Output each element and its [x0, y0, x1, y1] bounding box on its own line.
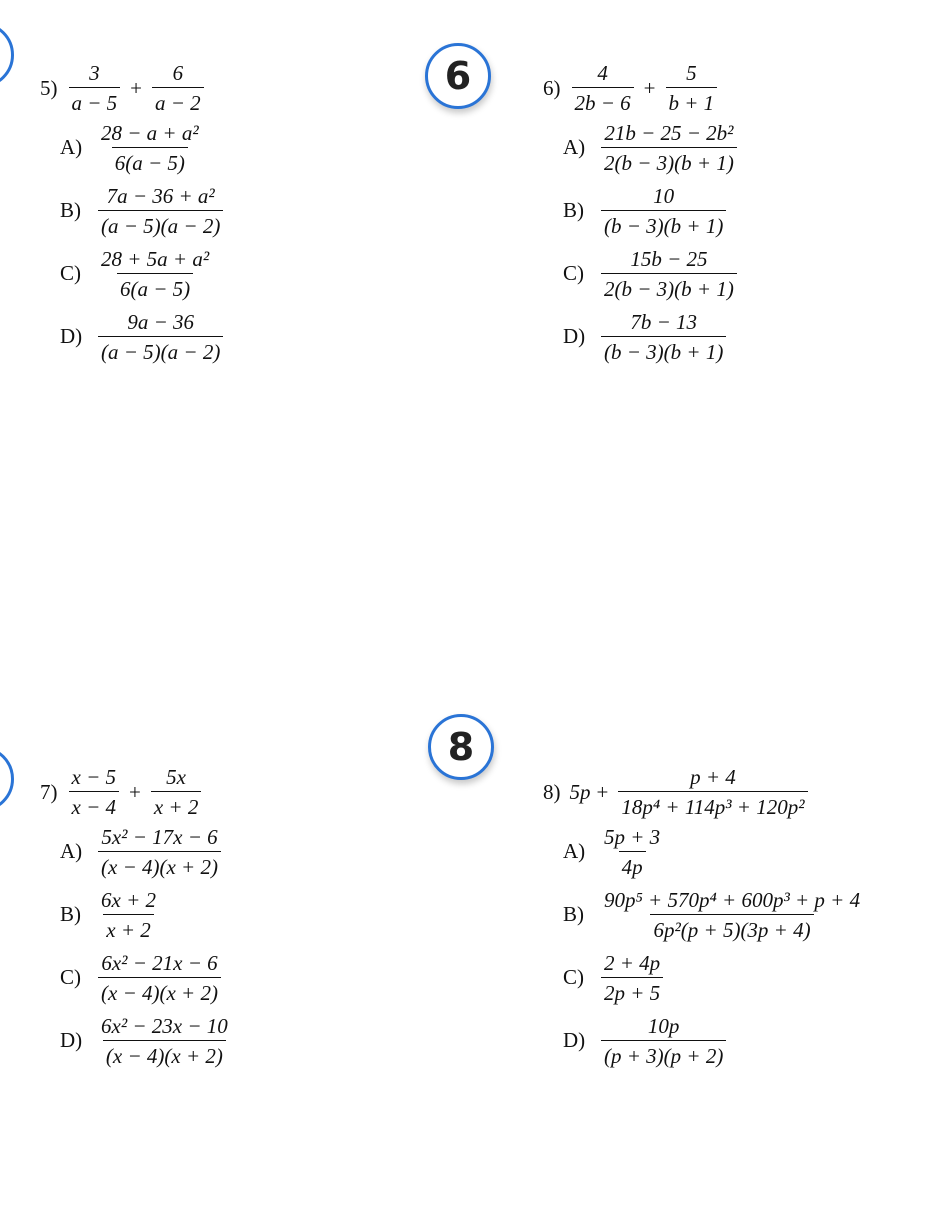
problem-7-expression — [40, 764, 233, 820]
answer-choices — [60, 116, 225, 368]
problem-6 — [543, 60, 739, 368]
term-2: $\frac{p + 4}{\text{18p⁴ + 114p³ + 120p²}}$ — [618, 764, 807, 820]
answer-choices — [563, 116, 739, 368]
problem-number: 5) — [40, 75, 58, 100]
plus-sign: + — [129, 779, 141, 804]
choice-d[interactable]: D) $\frac{\text{6x² − 23x − 10}}{(x - 4)(x + 2)}$ — [60, 1013, 228, 1068]
term-1: $\frac{4}{2b - 6}$ — [572, 60, 634, 116]
problem-5 — [40, 60, 225, 368]
choice-a[interactable]: A) $\frac{\text{28 − a + a²}}{6(a - 5)}$ — [60, 120, 199, 175]
choice-c[interactable]: C) $\frac{2 + 4p}{2p + 5}$ — [563, 946, 865, 1009]
choice-b[interactable]: B) $\frac{6x + 2}{x + 2}$ — [60, 887, 156, 942]
term-2: $\frac{6}{a - 2}$ — [152, 60, 204, 116]
term-2: $\frac{5x}{x + 2}$ — [151, 764, 202, 820]
answer-choices — [563, 820, 865, 1072]
choice-d[interactable]: D) $\frac{7b - 13}{(b - 3)(b + 1)}$ — [563, 305, 739, 368]
badge-6: 6 — [425, 43, 491, 109]
problem-7 — [40, 764, 233, 1072]
term-1: $\frac{3}{a - 5}$ — [69, 60, 121, 116]
choice-c[interactable]: C) $\frac{15b - 25}{2(b - 3)(b + 1)}$ — [563, 242, 739, 305]
plus-sign: + — [643, 75, 656, 100]
problem-number: 6) — [543, 75, 561, 100]
choice-a[interactable]: A) $\frac{\text{5x² − 17x − 6}}{(x - 4)(x + 2)}$ — [60, 820, 233, 883]
choice-a[interactable]: A) $\frac{5p + 3}{4p}$ — [563, 824, 661, 879]
choice-d[interactable]: D) $\frac{10p}{(p + 3)(p + 2)}$ — [563, 1009, 865, 1072]
choice-d[interactable]: D) $\frac{9a - 36}{(a - 5)(a - 2)}$ — [60, 305, 225, 368]
lead-term: 5p — [569, 779, 591, 804]
problem-6-expression — [543, 60, 739, 116]
choice-b[interactable]: B) $\frac{\text{7a − 36 + a²}}{(a - 5)(a - 2)}$ — [60, 179, 225, 242]
problem-number: 7) — [40, 779, 58, 804]
badge-5-partial — [0, 22, 14, 88]
choice-c[interactable]: C) $\frac{\text{28 + 5a + a²}}{6(a - 5)}$ — [60, 246, 210, 301]
plus-sign: + — [596, 779, 609, 804]
choice-a[interactable]: A) $\frac{\text{21b − 25 − 2b²}}{2(b - 3)(b + 1)}$ — [563, 116, 739, 179]
answer-choices — [60, 820, 233, 1072]
problem-5-expression — [40, 60, 225, 116]
term-1: $\frac{x - 5}{x - 4}$ — [69, 764, 120, 820]
badge-7-partial — [0, 746, 14, 812]
problem-8-expression — [543, 764, 865, 820]
plus-sign: + — [130, 75, 143, 100]
term-2: $\frac{5}{b + 1}$ — [666, 60, 718, 116]
choice-c[interactable]: C) $\frac{\text{6x² − 21x − 6}}{(x - 4)(x + 2)}$ — [60, 946, 233, 1009]
choice-b[interactable]: B) $\frac{\text{90p⁵ + 570p⁴ + 600p³ + p + 4}}{\text{6p²(p + 5)(3p + 4)}}$ — [563, 887, 861, 942]
choice-b[interactable]: B) $\frac{10}{(b - 3)(b + 1)}$ — [563, 179, 739, 242]
badge-8: 8 — [428, 714, 494, 780]
problem-number: 8) — [543, 779, 561, 804]
problem-8 — [543, 764, 865, 1072]
